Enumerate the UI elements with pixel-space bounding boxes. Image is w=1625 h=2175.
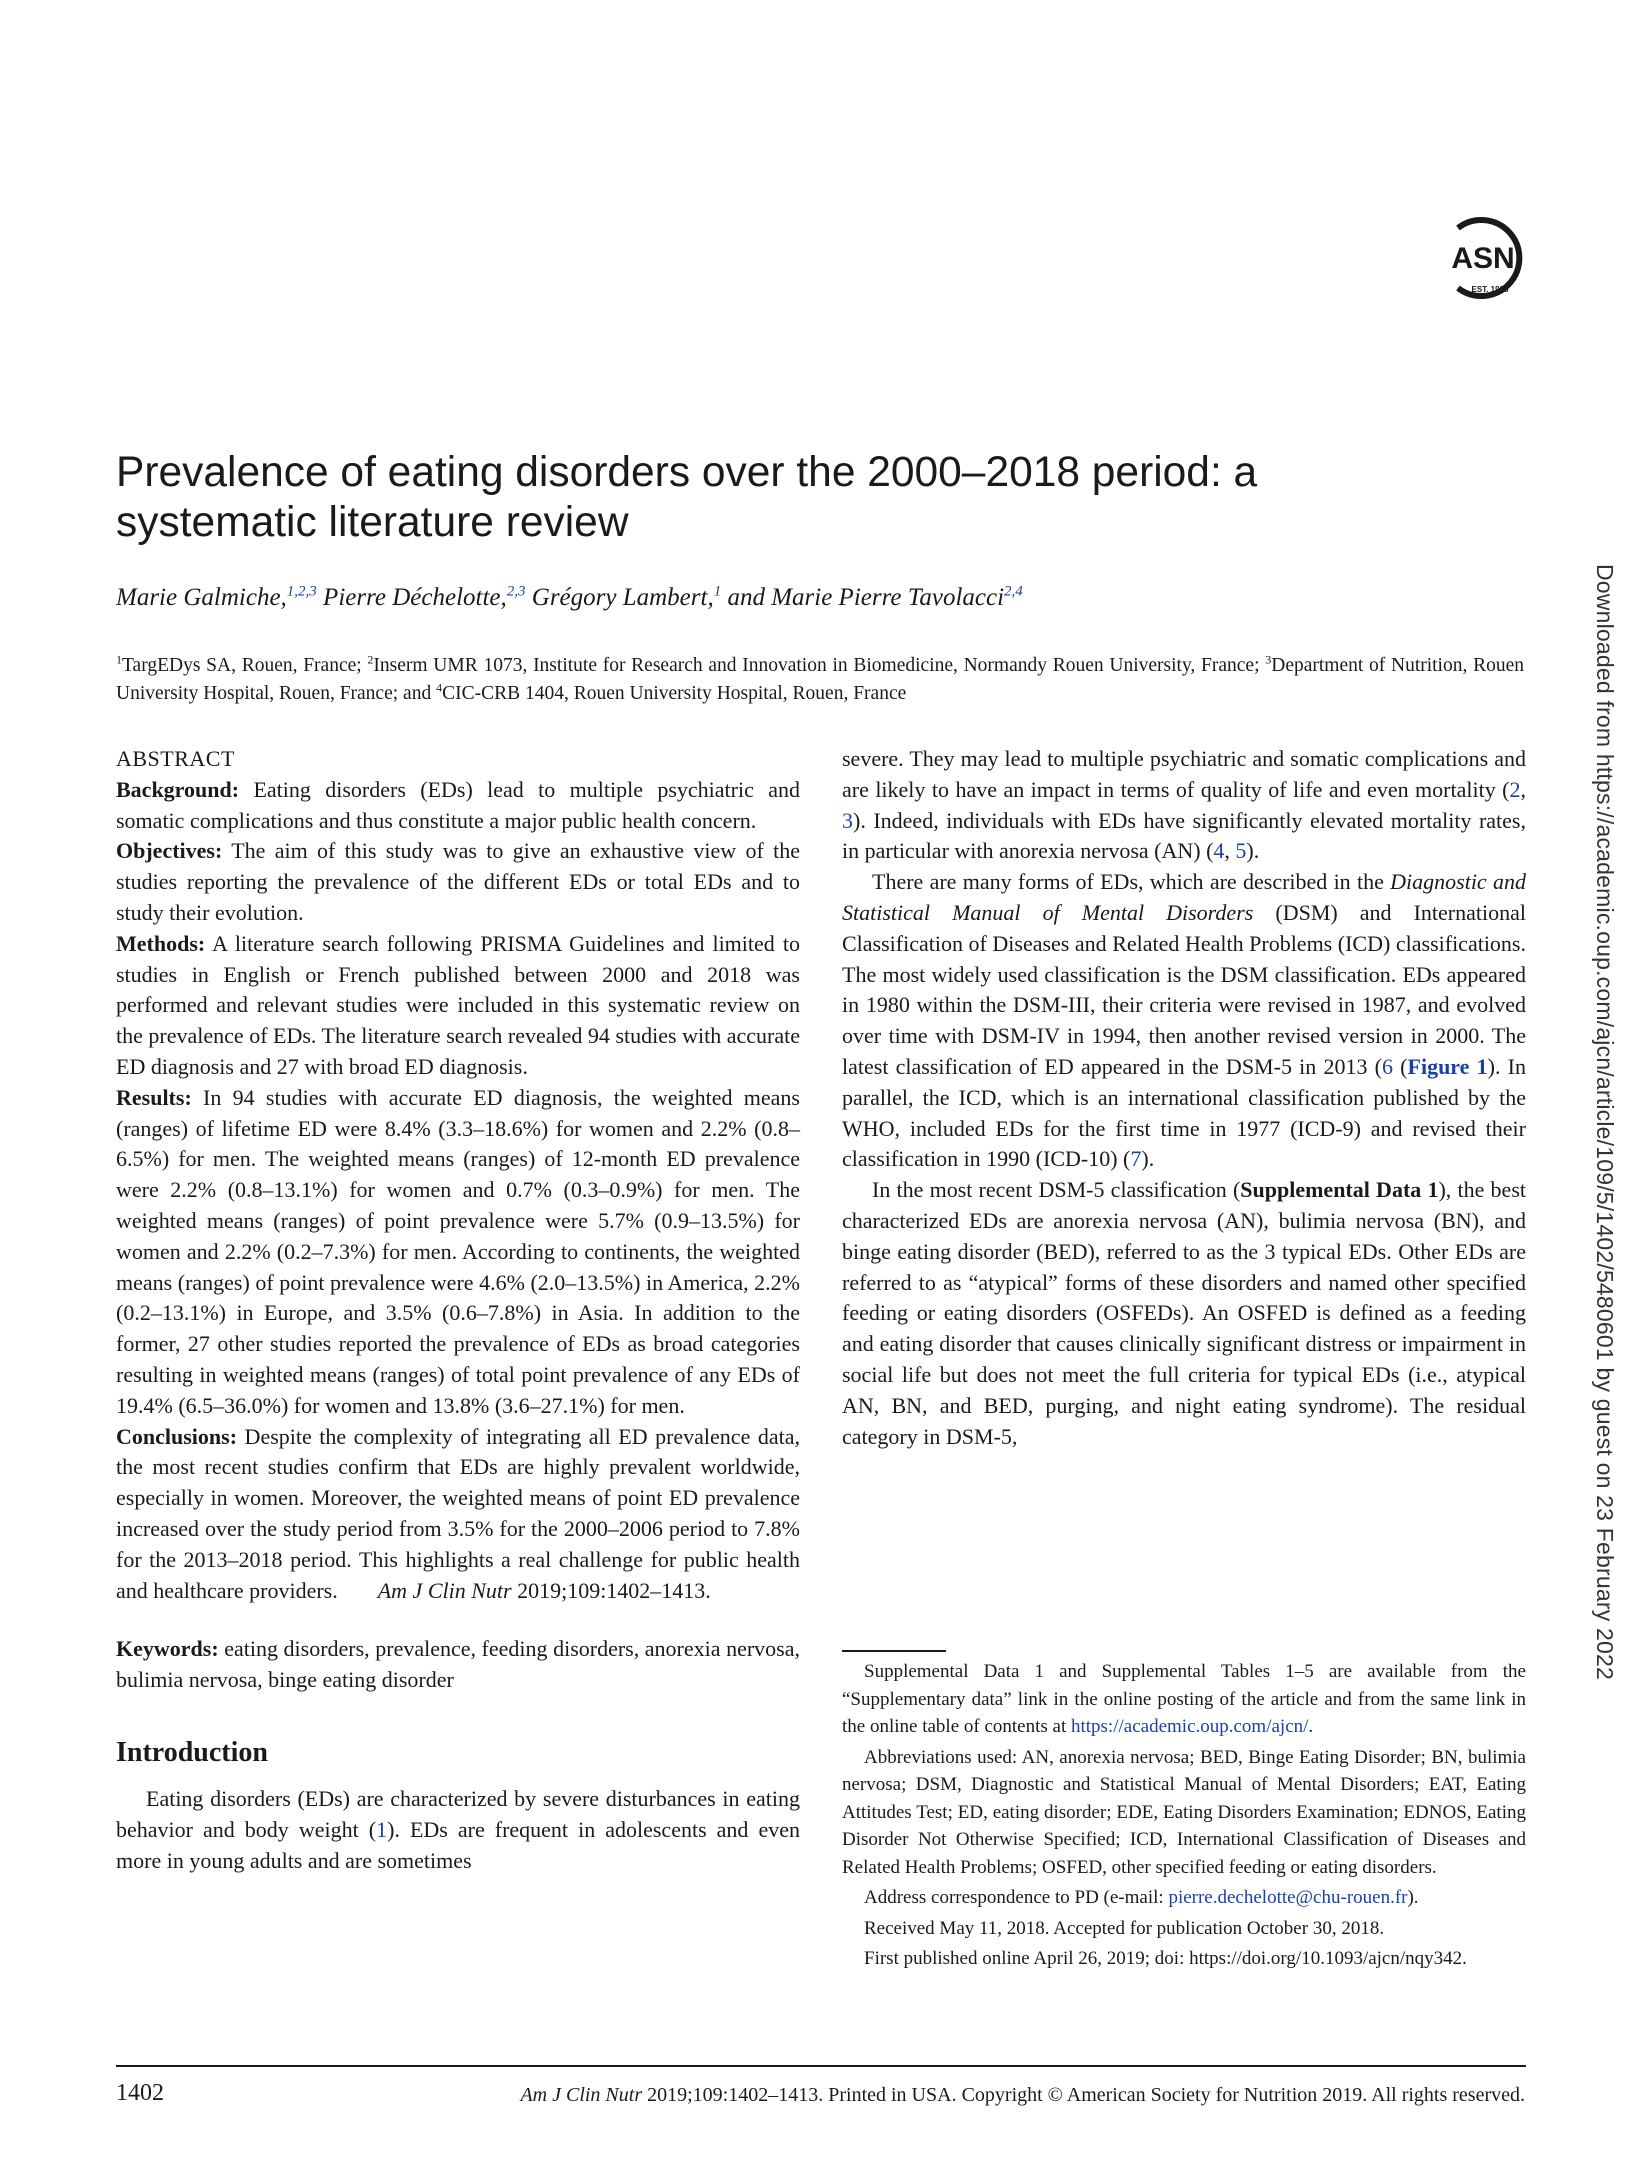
affiliation-number: 2: [367, 652, 374, 667]
abstract-text: The aim of this study was to give an exhaustive view of the studies reporting the prevalence of the different EDs or total EDs and to study their evolution.: [116, 838, 800, 925]
affiliation-text: Inserm UMR 1073, Institute for Research and Innovation in Biomedicine, Normandy Rouen University, France;: [373, 655, 1266, 676]
footnote-supplemental: [842, 1658, 1526, 1741]
body-text: ). EDs are frequent in adolescents and even more in young adults and are sometimes: [116, 1816, 800, 1873]
body-text-italic: Diagnostic and Statistical Manual of Mental Disorders: [842, 869, 1526, 925]
author-list: [116, 582, 1416, 614]
affiliation-number: 3: [1265, 652, 1272, 667]
footnote-published: First published online April 26, 2019; doi: https://doi.org/10.1093/ajcn/nqy342.: [864, 1948, 1467, 1969]
abstract-conclusions: [116, 1422, 800, 1607]
affiliation-number: 1: [116, 652, 122, 667]
footer-text: 2019;109:1402–1413. Printed in USA. Copyright © American Society for Nutrition 2019. All rights reserved.: [642, 2084, 1525, 2106]
body-text: ).: [1141, 1146, 1155, 1172]
download-watermark: Downloaded from https://academic.oup.com/ajcn/article/109/5/1402/5480601 by guest on 23 February 2022: [1592, 564, 1618, 1680]
affiliation-number: 4: [436, 680, 443, 695]
intro-paragraph-1: [116, 1784, 800, 1876]
reference-link[interactable]: 5: [1235, 838, 1247, 864]
abstract-text: A literature search following PRISMA Guidelines and limited to studies in English or French published between 2000 and 2018 was performed and relevant studies were included in this systematic review on the prevalence of EDs. The literature search revealed 94 studies with accurate ED diagnosis and 27 with broad ED diagnosis.: [116, 930, 800, 1079]
footer-rule: [116, 2065, 1526, 2067]
introduction-heading: Introduction: [116, 1736, 268, 1768]
footer-citation: [520, 2084, 1525, 2107]
reference-link[interactable]: 2: [1509, 776, 1521, 802]
keywords-text: eating disorders, prevalence, feeding disorders, anorexia nervosa, bulimia nervosa, binge eating disorder: [116, 1636, 800, 1693]
footnote-abbreviations: Abbreviations used: AN, anorexia nervosa; BED, Binge Eating Disorder; BN, bulimia nervosa; DSM, Diagnostic and Statistical Manual of Mental Disorders; EAT, Eating Attitudes Test; ED, eating disorder; EDE, Eating Disorders Examination; EDNOS, Eating Disorder Not Otherwise Specified; ICD, International Classification of Diseases and Related Health Problems; OSFED, other specified feeding or eating disorders.: [842, 1746, 1526, 1878]
author-affiliation-ref[interactable]: 2,4: [1004, 583, 1023, 600]
footer-journal: Am J Clin Nutr: [520, 2084, 643, 2106]
reference-link[interactable]: 6: [1381, 1053, 1393, 1079]
footnotes: [842, 1658, 1526, 1976]
abstract-label: Methods:: [116, 930, 206, 956]
author-name: Grégory Lambert,: [531, 584, 714, 611]
keywords-label: Keywords:: [116, 1636, 219, 1662]
author-name: Pierre Déchelotte,: [323, 584, 507, 611]
page-number: 1402: [116, 2080, 164, 2106]
author-separator: and: [727, 584, 765, 611]
affiliation-text: TargEDys SA, Rouen, France;: [122, 655, 368, 676]
abstract-results: [116, 1083, 800, 1422]
intro-paragraph-3: [842, 1175, 1526, 1452]
citation-details: 2019;109:1402–1413.: [511, 1577, 711, 1603]
abstract-text: Despite the complexity of integrating all ED prevalence data, the most recent studies confirm that EDs are highly prevalent worldwide, especially in women. Moreover, the weighted means of point ED prevalence increased over the study period from 3.5% for the 2000–2006 period to 7.8% for the 2013–2018 period. This highlights a real challenge for public health and healthcare providers.: [116, 1423, 800, 1603]
abstract-label: Conclusions:: [116, 1423, 238, 1449]
affiliations: [116, 652, 1524, 708]
body-text: In the most recent DSM-5 classification (: [872, 1177, 1241, 1203]
right-column: [842, 744, 1526, 1452]
supplemental-ref: Supplemental Data 1: [1240, 1177, 1439, 1203]
citation-journal: Am J Clin Nutr: [377, 1577, 512, 1603]
footnote-address: [842, 1884, 1526, 1912]
reference-link[interactable]: 4: [1213, 838, 1225, 864]
body-text: ).: [1246, 838, 1260, 864]
email-link[interactable]: pierre.dechelotte@chu-rouen.fr: [1168, 1887, 1408, 1908]
body-text: (DSM) and International Classification of Diseases and Related Health Problems (ICD) classifications. The most widely used classification is the DSM classification. EDs appeared in 1980 within the DSM-III, their criteria were revised in 1987, and evolved over time with DSM-IV in 1994, then another revised version in 2000. The latest classification of ED appeared in the DSM-5 in 2013 (: [842, 899, 1526, 1079]
intro-paragraph-2: There are many forms of EDs, which are described in the Diagnostic and Statistical Manual of Mental Disorders (DSM) and International Classification of Diseases and Related Health Problems (ICD) classifications. The most widely used classification is the DSM classification. EDs appeared in 1980 within the DSM-III, their criteria were revised in 1987, and evolved over time with DSM-IV in 1994, then another revised version in 2000. The latest classification of ED appeared in the DSM-5 in 2013 (6 (Figure 1). In parallel, the ICD, which is an international classification published by the WHO, included EDs for the first time in 1977 (ICD-9) and revised their classification in 1990 (ICD-10) (7).: [842, 869, 1526, 1172]
abstract-objectives: [116, 836, 800, 928]
body-text: severe. They may lead to multiple psychiatric and somatic complications and are likely to have an impact in terms of quality of life and even mortality (: [842, 746, 1526, 802]
asn-logo: [1440, 208, 1526, 308]
footnote-rule: [842, 1650, 946, 1652]
abstract-label: Results:: [116, 1084, 192, 1110]
abstract-methods: [116, 929, 800, 1083]
footnote-received: Received May 11, 2018. Accepted for publication October 30, 2018.: [864, 1917, 1385, 1939]
logo-text: ASN: [1451, 242, 1515, 275]
author-affiliation-ref[interactable]: 1,2,3: [286, 583, 317, 600]
abstract-heading: ABSTRACT: [116, 746, 235, 771]
body-text: Eating disorders (EDs) are characterized by severe disturbances in eating behavior and body weight (: [116, 1785, 800, 1842]
author-name: Marie Pierre Tavolacci: [771, 584, 1005, 611]
reference-link[interactable]: 1: [376, 1816, 388, 1842]
body-text: ), the best characterized EDs are anorexia nervosa (AN), bulimia nervosa (BN), and binge eating disorder (BED), referred to as the 3 typical EDs. Other EDs are referred to as “atypical” forms of these disorders and named other specified feeding or eating disorders (OSFEDs). An OSFED is defined as a feeding and eating disorder that causes clinically significant distress or impairment in social life but does not meet the full criteria for typical EDs (i.e., atypical AN, BN, and BED, purging, and night eating syndrome). The residual category in DSM-5,: [842, 1177, 1526, 1449]
footnote-text: Address correspondence to PD (e-mail:: [864, 1887, 1169, 1908]
intro-paragraph-1-cont: severe. They may lead to multiple psychiatric and somatic complications and are likely to have an impact in terms of quality of life and even mortality (2, 3). Indeed, individuals with EDs have significantly elevated mortality rates, in particular with anorexia nervosa (AN) (4, 5).: [842, 746, 1526, 864]
affiliation-text: CIC-CRB 1404, Rouen University Hospital, Rouen, France: [442, 683, 907, 704]
author-affiliation-ref[interactable]: 2,3: [506, 583, 526, 600]
abstract-text: In 94 studies with accurate ED diagnosis, the weighted means (ranges) of lifetime ED were 8.4% (3.3–18.6%) for women and 2.2% (0.8–6.5%) for men. The weighted means (ranges) of 12-month ED prevalence were 2.2% (0.8–13.1%) for women and 0.7% (0.3–0.9%) for men. The weighted means (ranges) of point prevalence were 5.7% (0.9–13.5%) for women and 2.2% (0.2–7.3%) for men. According to continents, the weighted means (ranges) of point prevalence were 4.6% (2.0–13.5%) in America, 2.2% (0.2–13.1%) in Europe, and 3.5% (0.6–7.8%) in Asia. In addition to the former, 27 other studies reported the prevalence of EDs as broad categories resulting in weighted means (ranges) of total point prevalence of any EDs of 19.4% (6.5–36.0%) for women and 13.8% (3.6–27.1%) for men.: [116, 1084, 800, 1418]
reference-link[interactable]: 7: [1130, 1146, 1142, 1172]
left-column: [116, 744, 800, 1876]
body-text: ). Indeed, individuals with EDs have significantly elevated mortality rates, in particular with anorexia nervosa (AN) (: [842, 807, 1526, 864]
supplementary-url-link[interactable]: https://academic.oup.com/ajcn/: [1070, 1716, 1309, 1737]
reference-link[interactable]: 3: [842, 807, 853, 833]
body-text: There are many forms of EDs, which are described in the: [872, 869, 1391, 895]
abstract-label: Background:: [116, 776, 240, 802]
abstract-background: [116, 775, 800, 837]
affiliation-text: Department of Nutrition, Rouen University Hospital, Rouen, France; and: [116, 655, 1524, 704]
author-affiliation-ref[interactable]: 1: [713, 583, 722, 600]
footnote-text: ).: [1407, 1887, 1419, 1908]
abstract-label: Objectives:: [116, 838, 223, 864]
figure-link[interactable]: Figure 1: [1407, 1053, 1488, 1079]
logo-est: EST. 1928: [1471, 285, 1509, 294]
body-text: ). In parallel, the ICD, which is an international classification published by the WHO, included EDs for the first time in 1977 (ICD-9) and revised their classification in 1990 (ICD-10) (: [842, 1053, 1526, 1172]
article-title: Prevalence of eating disorders over the 2000–2018 period: a systematic literature review: [116, 449, 1258, 546]
keywords: [116, 1634, 800, 1696]
footnote-text: .: [1308, 1716, 1314, 1737]
author-name: Marie Galmiche,: [116, 584, 287, 611]
footnote-text: Supplemental Data 1 and Supplemental Tables 1–5 are available from the “Supplementary data” link in the online posting of the article and from the same link in the online table of contents at: [842, 1661, 1526, 1737]
abstract-text: Eating disorders (EDs) lead to multiple psychiatric and somatic complications and thus constitute a major public health concern.: [116, 776, 800, 833]
